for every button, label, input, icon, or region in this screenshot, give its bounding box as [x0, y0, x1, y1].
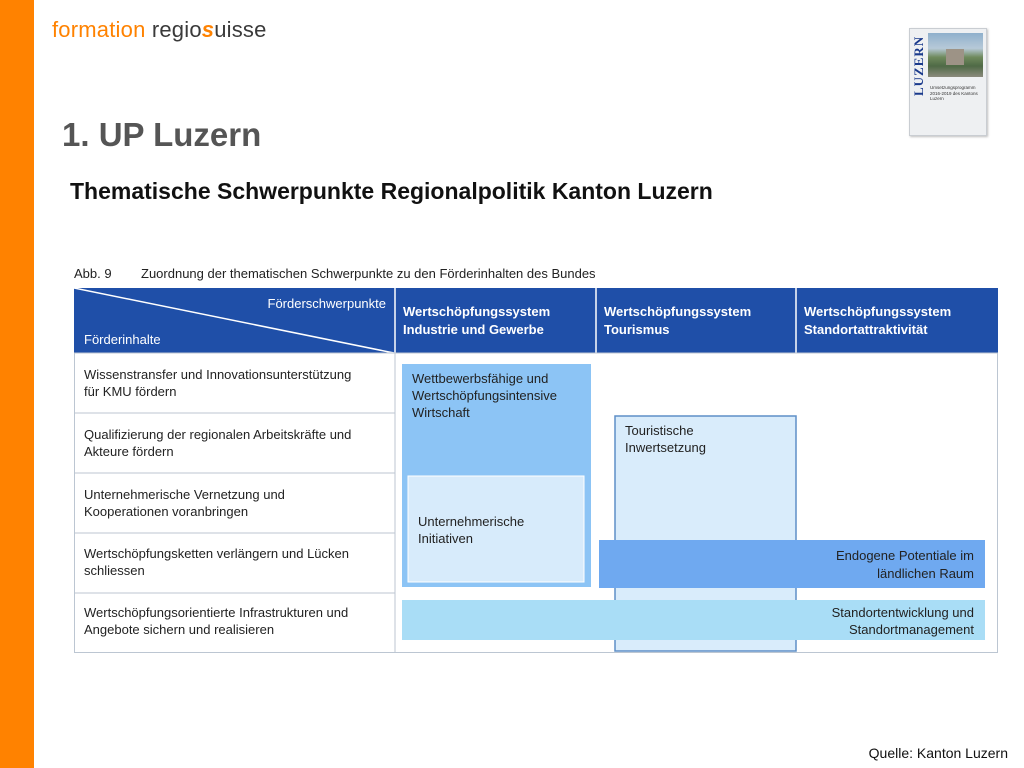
svg-text:Wissenstransfer und Innovation: Wissenstransfer und Innovationsunterstützung	[84, 367, 352, 382]
matrix-diagram	[74, 288, 998, 653]
cover-text: Umsetzungsprogramm 2016-2019 des Kantons Luzern	[930, 85, 978, 101]
svg-text:Unternehmerische: Unternehmerische	[418, 514, 525, 529]
svg-text:Wettbewerbsfähige und: Wettbewerbsfähige und	[412, 371, 549, 386]
svg-text:Angebote sichern und realisier: Angebote sichern und realisieren	[84, 622, 275, 637]
svg-text:Inwertsetzung: Inwertsetzung	[625, 440, 706, 455]
row-label-qualifizierung	[84, 427, 351, 459]
svg-text:Akteure fördern: Akteure fördern	[84, 444, 174, 459]
svg-text:für KMU fördern: für KMU fördern	[84, 384, 177, 399]
svg-text:schliessen: schliessen	[84, 563, 145, 578]
report-cover-thumbnail	[909, 28, 987, 136]
svg-text:Wertschöpfungssystem: Wertschöpfungssystem	[804, 304, 952, 319]
svg-text:Endogene Potentiale im: Endogene Potentiale im	[835, 548, 974, 563]
svg-text:Touristische: Touristische	[625, 423, 694, 438]
svg-text:Wertschöpfungsorientierte Infr: Wertschöpfungsorientierte Infrastrukturen und	[84, 605, 349, 620]
row-label-wissenstransfer	[84, 367, 351, 399]
cover-photo	[928, 33, 983, 77]
row-label-vernetzung	[84, 487, 285, 519]
svg-text:Wirtschaft: Wirtschaft	[412, 405, 470, 420]
row-label-wertschoepfungsketten	[84, 546, 349, 578]
svg-text:Qualifizierung der regionalen: Qualifizierung der regionalen Arbeitskräfte und	[84, 427, 352, 442]
orange-side-bar	[0, 0, 34, 768]
corner-label-foerderschwerpunkte: Förderschwerpunkte	[267, 296, 386, 311]
svg-text:Kooperationen voranbringen: Kooperationen voranbringen	[84, 504, 249, 519]
figure-label: Abb. 9	[74, 266, 112, 281]
cover-title-luzern: LUZERN	[911, 35, 926, 97]
page-title: 1. UP Luzern	[62, 116, 262, 153]
source-note: Quelle: Kanton Luzern	[868, 745, 1008, 761]
svg-text:Standortmanagement: Standortmanagement	[848, 622, 974, 637]
svg-text:Wertschöpfungssystem: Wertschöpfungssystem	[604, 304, 752, 319]
svg-text:Industrie und Gewerbe: Industrie und Gewerbe	[403, 322, 544, 337]
svg-text:Unternehmerische Vernetzung un: Unternehmerische Vernetzung und	[84, 487, 285, 502]
svg-text:Wertschöpfungssystem: Wertschöpfungssystem	[403, 304, 551, 319]
svg-text:Wertschöpfungsintensive: Wertschöpfungsintensive	[412, 388, 558, 403]
figure-caption: Zuordnung der thematischen Schwerpunkte zu den Förderinhalten des Bundes	[141, 266, 596, 281]
svg-text:ländlichen Raum: ländlichen Raum	[877, 566, 974, 581]
page-subtitle: Thematische Schwerpunkte Regionalpolitik Kanton Luzern	[70, 178, 713, 204]
diagram-header-band	[74, 288, 998, 353]
svg-text:Tourismus: Tourismus	[604, 322, 670, 337]
corner-label-foerderinhalte: Förderinhalte	[84, 332, 161, 347]
svg-text:Standortattraktivität: Standortattraktivität	[804, 322, 928, 337]
svg-text:Wertschöpfungsketten verlänger: Wertschöpfungsketten verlängern und Lücken	[84, 546, 349, 561]
formation-regiosuisse-logo: formation regiosuisse	[52, 17, 267, 42]
svg-text:Initiativen: Initiativen	[418, 531, 473, 546]
box-unternehmerische-initiativen	[408, 476, 584, 582]
svg-text:Standortentwicklung und: Standortentwicklung und	[831, 605, 974, 620]
row-label-infrastrukturen	[84, 605, 348, 637]
